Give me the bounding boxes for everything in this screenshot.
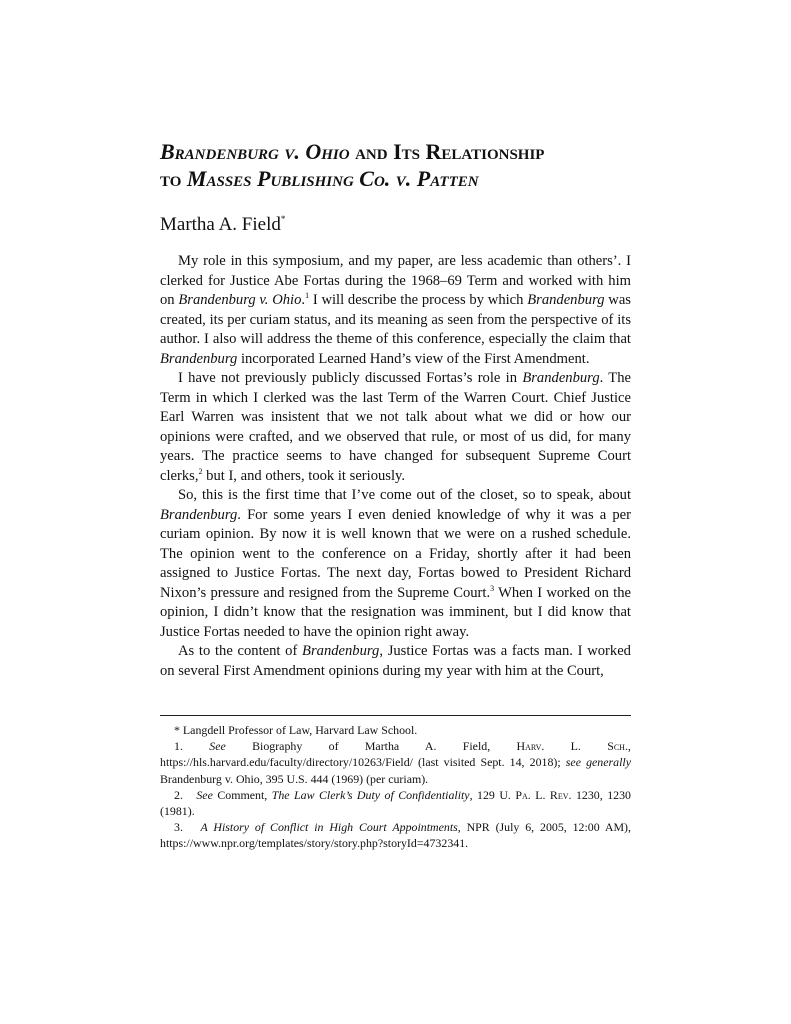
title-case-name-2: Masses Publishing Co. v. Patten: [186, 166, 479, 191]
footnote-ref-1[interactable]: 1: [305, 291, 310, 300]
title-prefix: to: [160, 166, 187, 191]
article-title: [160, 138, 660, 192]
footnote-ref-3[interactable]: 3: [490, 583, 495, 593]
footnotes: [160, 722, 631, 852]
footnote-ref-2[interactable]: 2: [198, 466, 203, 476]
footnote-star: * Langdell Professor of Law, Harvard Law School.: [174, 723, 418, 737]
title-line-2: [160, 165, 660, 192]
title-case-name: Brandenburg v. Ohio: [160, 139, 350, 164]
author-footnote-mark: *: [280, 214, 286, 224]
footnote-1-link[interactable]: https://hls.harvard.edu/faculty/directory/10263/Field/ (last visited Sept. 14, 2018);: [160, 755, 566, 770]
title-connector: and Its Relationship: [349, 139, 545, 164]
footnote-1-cont: https://hls.harvard.edu/faculty/directory/10263/Field/ (last visited Sept. 14, 2018); see generally Brandenburg v. Ohio, 395 U.S. 444 (1969) (per curiam).: [160, 755, 631, 786]
article-body: [160, 252, 631, 681]
paragraph-4: As to the content of Brandenburg, Justice Fortas was a facts man. I worked on several First Amendment opinions during my year with him at the Court,: [160, 643, 631, 679]
footnote-3: 3. A History of Conflict in High Court Appointments, NPR (July 6, 2005, 12:00 AM), https://www.npr.org/templates/story/story.php?storyId=4732341.: [160, 820, 631, 851]
author-line: [160, 207, 285, 237]
paragraph-2: I have not previously publicly discussed Fortas’s role in Brandenburg. The Term in which I clerked was the last Term of the Warren Court. Chief Justice Earl Warren was insistent that we not talk about what we did or how our opinions were crafted, and we observed that rule, or most of us did, for many years. The practice seems to have changed for subsequent Supreme Court clerks,$^2$ but I, and others, took it seriously.: [160, 370, 631, 484]
footnote-1: 1. See Biography of Martha A. Field, Harv. L. Sch.,: [174, 739, 631, 754]
footnote-2: 2. See Comment, The Law Clerk’s Duty of Confidentiality, 129 U. Pa. L. Rev. 1230, 1230 (1981).: [160, 787, 631, 819]
footnote-3-link[interactable]: , NPR (July 6, 2005, 12:00 AM), https://www.npr.org/templates/story/story.php?storyId=4732341.: [160, 820, 631, 851]
title-line-1: [160, 138, 660, 165]
paragraph-1: My role in this symposium, and my paper, are less academic than others’. I clerked for Justice Abe Fortas during the 1968–69 Term and worked with him on Brandenburg v. Ohio.$^1$ I will describe the process by which Brandenburg was created, its per curiam status, and its meaning as seen from the perspective of its author. I also will address the theme of this conference, especially the claim that Brandenburg incorporated Learned Hand’s view of the First Amendment.: [160, 253, 631, 367]
footnote-divider: [160, 715, 631, 716]
paragraph-3: So, this is the first time that I’ve come out of the closet, so to speak, about Brandenburg. For some years I even denied knowledge of why it was a per curiam opinion. By now it is well known that we were on a rushed schedule. The opinion went to the conference on a Friday, shortly after it had been assigned to Justice Fortas. The next day, Fortas bowed to President Richard Nixon’s pressure and resigned from the Supreme Court.$^3$ When I worked on the opinion, I didn’t know that the resignation was imminent, but I did know that Justice Fortas needed to have the opinion right away.: [160, 487, 632, 640]
author-name: Martha A. Field: [160, 214, 281, 235]
